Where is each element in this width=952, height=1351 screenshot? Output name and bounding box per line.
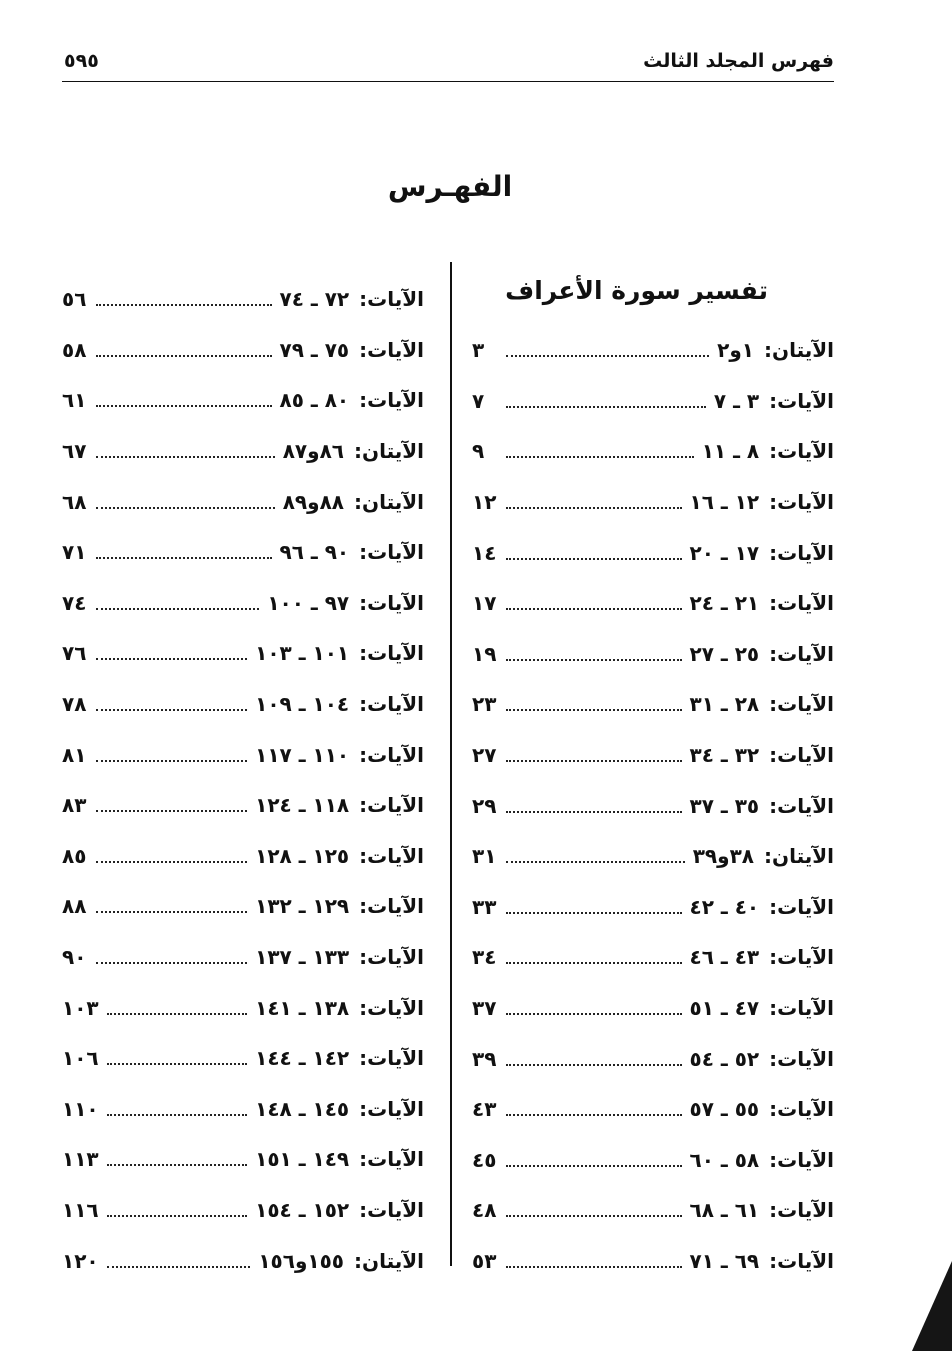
entry-label: الآيات: xyxy=(359,1096,424,1121)
entry-page-number: ١٧ xyxy=(472,591,497,616)
dot-leader xyxy=(96,401,272,407)
entry-label: الآيتان: xyxy=(764,338,834,363)
entry-verse-range: ٦١ ـ ٦٨ xyxy=(689,1198,760,1223)
entry-page-number: ٧ xyxy=(472,388,485,413)
entry-label: الآيات: xyxy=(359,1147,424,1172)
dot-leader xyxy=(107,1110,247,1116)
entry-page-number: ٤٨ xyxy=(472,1198,497,1223)
entry-page-number: ٥٨ xyxy=(62,337,87,362)
entry-page-number: ٨٣ xyxy=(62,793,87,818)
index-entry xyxy=(472,1084,834,1135)
index-entry xyxy=(472,1236,834,1287)
index-entry xyxy=(472,578,834,629)
entry-page-number: ٥٦ xyxy=(62,287,87,312)
dot-leader xyxy=(96,654,247,660)
dot-leader xyxy=(96,958,247,964)
dot-leader xyxy=(96,907,247,913)
entry-verse-range: ١٢٩ ـ ١٣٢ xyxy=(255,894,350,919)
index-entry xyxy=(472,983,834,1034)
index-entry xyxy=(62,527,424,578)
dot-leader xyxy=(506,1060,682,1066)
dot-leader xyxy=(96,351,272,357)
index-entry xyxy=(62,1235,424,1286)
entry-verse-range: ١٠١ ـ ١٠٣ xyxy=(255,641,350,666)
entry-label: الآيتان: xyxy=(354,1248,424,1273)
column-divider xyxy=(450,262,452,1266)
entry-verse-range: ١٣٨ ـ ١٤١ xyxy=(255,995,350,1020)
entry-verse-range: ٩٧ ـ ١٠٠ xyxy=(267,590,350,615)
entry-label: الآيات: xyxy=(769,1248,834,1273)
entry-page-number: ٣ xyxy=(472,338,485,363)
index-column-left xyxy=(62,274,424,1286)
index-entry xyxy=(62,578,424,629)
entry-label: الآيات: xyxy=(359,590,424,615)
entry-page-number: ١٤ xyxy=(472,540,497,565)
index-entry xyxy=(62,1084,424,1135)
entry-verse-range: ٧٥ ـ ٧٩ xyxy=(279,337,350,362)
entry-label: الآيات: xyxy=(769,894,834,919)
entry-label: الآيات: xyxy=(769,490,834,515)
dot-leader xyxy=(506,351,709,357)
entry-page-number: ٣٧ xyxy=(472,996,497,1021)
entry-label: الآيات: xyxy=(769,1046,834,1071)
entry-label: الآيات: xyxy=(359,540,424,565)
entry-label: الآيات: xyxy=(769,439,834,464)
entry-label: الآيات: xyxy=(359,793,424,818)
entry-page-number: ٣٩ xyxy=(472,1046,497,1071)
dot-leader xyxy=(506,756,682,762)
index-entry xyxy=(472,426,834,477)
dot-leader xyxy=(96,553,272,559)
entry-page-number: ١٢٠ xyxy=(62,1248,99,1273)
index-entry xyxy=(62,1134,424,1185)
index-entry xyxy=(62,881,424,932)
entry-page-number: ٤٣ xyxy=(472,1097,497,1122)
entry-page-number: ٧٨ xyxy=(62,692,87,717)
entry-label: الآيات: xyxy=(769,641,834,666)
entry-page-number: ٦٧ xyxy=(62,439,87,464)
entry-verse-range: ٨٦و٨٧ xyxy=(282,439,344,464)
index-entry xyxy=(472,376,834,427)
dot-leader xyxy=(506,807,682,813)
entry-verse-range: ١١٠ ـ ١١٧ xyxy=(255,742,350,767)
entry-label: الآيات: xyxy=(359,945,424,970)
dot-leader xyxy=(96,300,272,306)
index-entry xyxy=(62,325,424,376)
entry-label: الآيات: xyxy=(359,742,424,767)
index-entry xyxy=(62,982,424,1033)
index-entry xyxy=(62,729,424,780)
entry-label: الآيتان: xyxy=(764,844,834,869)
entry-verse-range: ٨ ـ ١١ xyxy=(701,439,760,464)
dot-leader xyxy=(96,756,247,762)
dot-leader xyxy=(96,452,275,458)
header-page-number: ٥٩٥ xyxy=(64,50,99,72)
index-entry xyxy=(472,730,834,781)
dot-leader xyxy=(107,1262,251,1268)
index-entry xyxy=(62,628,424,679)
index-entry xyxy=(62,375,424,426)
entry-verse-range: ٣٨و٣٩ xyxy=(692,844,754,869)
index-entry xyxy=(472,477,834,528)
entry-page-number: ١١٦ xyxy=(62,1197,99,1222)
index-entry xyxy=(62,426,424,477)
entry-label: الآيات: xyxy=(359,641,424,666)
entry-label: الآيتان: xyxy=(354,439,424,464)
entry-verse-range: ٢٨ ـ ٣١ xyxy=(689,692,760,717)
entry-label: الآيات: xyxy=(359,287,424,312)
entry-label: الآيات: xyxy=(359,1046,424,1071)
dot-leader xyxy=(96,604,259,610)
entry-label: الآيات: xyxy=(359,1197,424,1222)
dot-leader xyxy=(107,1211,247,1217)
entry-verse-range: ٤٧ ـ ٥١ xyxy=(689,996,760,1021)
entry-verse-range: ١٥٢ ـ ١٥٤ xyxy=(255,1197,350,1222)
entry-page-number: ٣٣ xyxy=(472,894,497,919)
entry-verse-range: ١١٨ ـ ١٢٤ xyxy=(255,793,350,818)
entry-page-number: ٤٥ xyxy=(472,1147,497,1172)
entry-page-number: ١١٣ xyxy=(62,1147,99,1172)
entry-label: الآيات: xyxy=(359,337,424,362)
entry-page-number: ٩ xyxy=(472,439,485,464)
entry-verse-range: ٣٥ ـ ٣٧ xyxy=(689,793,760,818)
dot-leader xyxy=(506,705,682,711)
running-header xyxy=(62,46,834,82)
index-entry xyxy=(62,274,424,325)
dot-leader xyxy=(107,1160,247,1166)
entry-page-number: ٣١ xyxy=(472,844,497,869)
dot-leader xyxy=(506,1211,682,1217)
entry-page-number: ١٩ xyxy=(472,641,497,666)
entry-page-number: ٥٣ xyxy=(472,1248,497,1273)
entry-verse-range: ١٤٩ ـ ١٥١ xyxy=(255,1147,350,1172)
entry-page-number: ٧٦ xyxy=(62,641,87,666)
entry-verse-range: ٤٣ ـ ٤٦ xyxy=(689,945,760,970)
index-entry xyxy=(62,679,424,730)
entry-label: الآيات: xyxy=(769,793,834,818)
entry-label: الآيات: xyxy=(769,743,834,768)
entry-page-number: ٩٠ xyxy=(62,945,87,970)
index-entry xyxy=(62,476,424,527)
entry-verse-range: ١و٢ xyxy=(717,338,754,363)
entry-verse-range: ٨٨و٨٩ xyxy=(282,489,344,514)
entry-page-number: ٧٤ xyxy=(62,590,87,615)
entry-page-number: ٨٥ xyxy=(62,843,87,868)
index-entry xyxy=(62,932,424,983)
dot-leader xyxy=(506,1110,682,1116)
entry-page-number: ٢٧ xyxy=(472,743,497,768)
entry-verse-range: ٢١ ـ ٢٤ xyxy=(689,591,760,616)
entry-verse-range: ١٣٣ ـ ١٣٧ xyxy=(255,945,350,970)
entry-page-number: ١٠٣ xyxy=(62,995,99,1020)
index-entry xyxy=(472,780,834,831)
entry-label: الآيات: xyxy=(359,692,424,717)
dot-leader xyxy=(506,402,706,408)
entry-page-number: ٢٣ xyxy=(472,692,497,717)
entry-verse-range: ٣٢ ـ ٣٤ xyxy=(689,743,760,768)
entry-label: الآيات: xyxy=(359,388,424,413)
entry-verse-range: ١٢٥ ـ ١٢٨ xyxy=(255,843,350,868)
entry-verse-range: ١٠٤ ـ ١٠٩ xyxy=(255,692,350,717)
dot-leader xyxy=(506,1262,682,1268)
entry-verse-range: ١٤٢ ـ ١٤٤ xyxy=(255,1046,350,1071)
index-entry xyxy=(472,629,834,680)
entry-page-number: ٨١ xyxy=(62,742,87,767)
dot-leader xyxy=(96,705,247,711)
dot-leader xyxy=(506,1161,682,1167)
index-entry xyxy=(472,831,834,882)
dot-leader xyxy=(96,806,247,812)
entry-verse-range: ٢٥ ـ ٢٧ xyxy=(689,641,760,666)
dot-leader xyxy=(506,604,682,610)
entry-label: الآيات: xyxy=(769,540,834,565)
page-edge-shadow xyxy=(912,1261,952,1351)
entry-page-number: ٦٨ xyxy=(62,489,87,514)
dot-leader xyxy=(107,1009,247,1015)
entry-verse-range: ٩٠ ـ ٩٦ xyxy=(279,540,350,565)
entry-page-number: ٢٩ xyxy=(472,793,497,818)
entry-page-number: ٦١ xyxy=(62,388,87,413)
entry-verse-range: ١٧ ـ ٢٠ xyxy=(689,540,760,565)
entry-verse-range: ١٤٥ ـ ١٤٨ xyxy=(255,1096,350,1121)
entry-verse-range: ١٥٥و١٥٦ xyxy=(258,1248,344,1273)
entry-label: الآيات: xyxy=(769,1097,834,1122)
entry-verse-range: ٨٠ ـ ٨٥ xyxy=(279,388,350,413)
dot-leader xyxy=(506,554,682,560)
dot-leader xyxy=(506,503,682,509)
index-entry xyxy=(472,1185,834,1236)
dot-leader xyxy=(506,857,685,863)
dot-leader xyxy=(96,503,275,509)
entry-verse-range: ٧٢ ـ ٧٤ xyxy=(279,287,350,312)
entry-label: الآيات: xyxy=(769,388,834,413)
index-entry xyxy=(472,1135,834,1186)
page-title: الفهـرس xyxy=(387,170,513,203)
dot-leader xyxy=(107,1059,247,1065)
index-entry xyxy=(62,831,424,882)
dot-leader xyxy=(506,908,682,914)
entry-label: الآيات: xyxy=(359,894,424,919)
dot-leader xyxy=(506,1009,682,1015)
index-entry xyxy=(472,1033,834,1084)
dot-leader xyxy=(506,452,694,458)
entry-label: الآيات: xyxy=(769,692,834,717)
index-entry xyxy=(472,527,834,578)
entry-verse-range: ٣ ـ ٧ xyxy=(713,388,760,413)
entry-page-number: ١١٠ xyxy=(62,1096,99,1121)
entry-label: الآيات: xyxy=(769,591,834,616)
index-entry xyxy=(472,932,834,983)
index-entry xyxy=(472,882,834,933)
entry-verse-range: ٥٨ ـ ٦٠ xyxy=(689,1147,760,1172)
entry-page-number: ١٠٦ xyxy=(62,1046,99,1071)
index-entry xyxy=(472,325,834,376)
entry-label: الآيات: xyxy=(359,843,424,868)
entry-verse-range: ١٢ ـ ١٦ xyxy=(689,490,760,515)
entry-verse-range: ٥٢ ـ ٥٤ xyxy=(689,1046,760,1071)
entry-page-number: ٧١ xyxy=(62,540,87,565)
index-entry xyxy=(62,1185,424,1236)
entry-verse-range: ٦٩ ـ ٧١ xyxy=(689,1248,760,1273)
entry-label: الآيات: xyxy=(359,995,424,1020)
entry-label: الآيات: xyxy=(769,996,834,1021)
entry-page-number: ٣٤ xyxy=(472,945,497,970)
entry-label: الآيات: xyxy=(769,1147,834,1172)
entry-label: الآيات: xyxy=(769,1198,834,1223)
entry-verse-range: ٥٥ ـ ٥٧ xyxy=(689,1097,760,1122)
entry-label: الآيتان: xyxy=(354,489,424,514)
dot-leader xyxy=(506,655,682,661)
index-entry xyxy=(62,1033,424,1084)
index-column-right xyxy=(472,325,834,1286)
dot-leader xyxy=(506,958,682,964)
entry-page-number: ١٢ xyxy=(472,490,497,515)
dot-leader xyxy=(96,857,247,863)
entry-verse-range: ٤٠ ـ ٤٢ xyxy=(689,894,760,919)
header-title: فهرس المجلد الثالث xyxy=(643,50,834,72)
surah-title: تفسير سورة الأعراف xyxy=(505,276,768,305)
index-entry xyxy=(62,780,424,831)
entry-label: الآيات: xyxy=(769,945,834,970)
index-entry xyxy=(472,679,834,730)
entry-page-number: ٨٨ xyxy=(62,894,87,919)
